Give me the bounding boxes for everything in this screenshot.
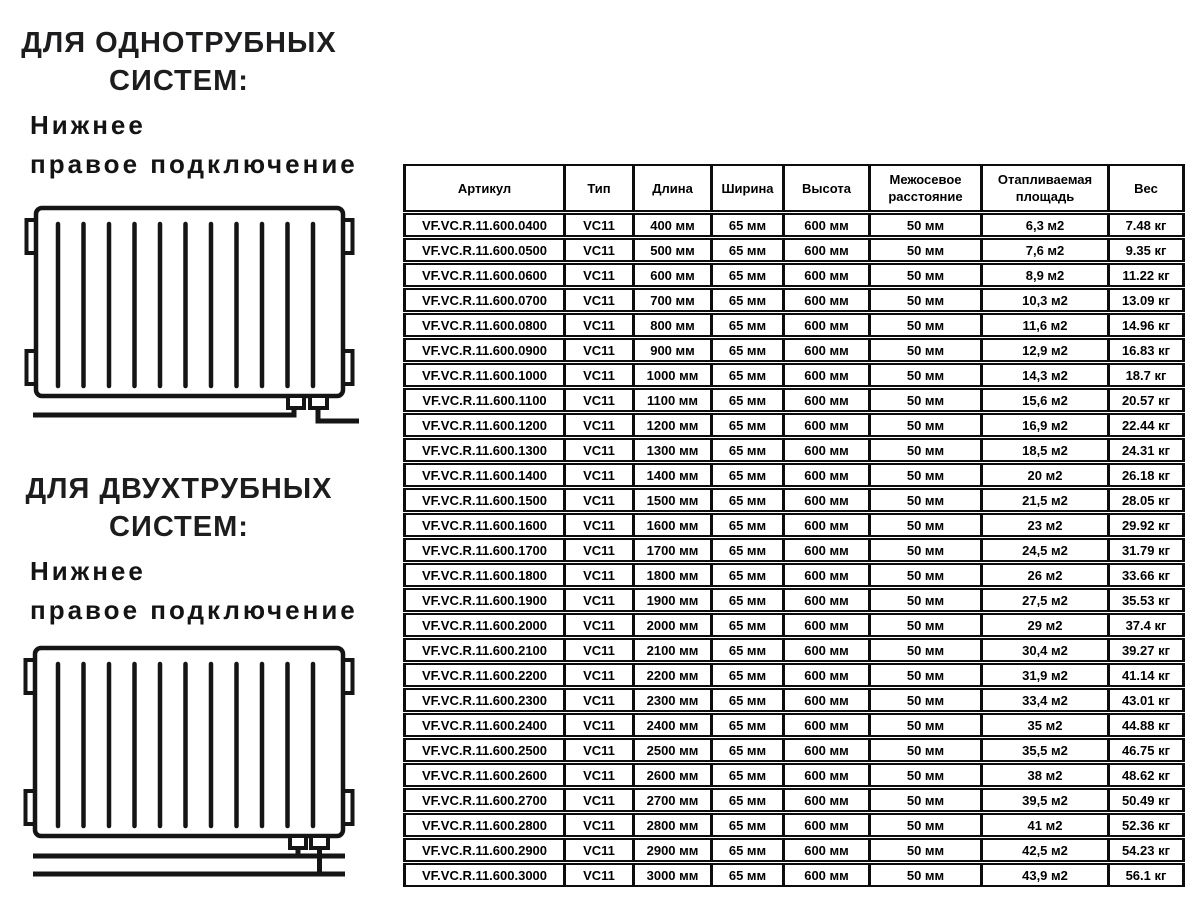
- heading-line-1: ДЛЯ ДВУХТРУБНЫХ: [25, 473, 333, 505]
- table-cell: VF.VC.R.11.600.0800: [403, 313, 563, 337]
- table-cell: 600 мм: [782, 388, 868, 412]
- table-cell: 50 мм: [868, 413, 980, 437]
- table-cell: 50 мм: [868, 313, 980, 337]
- table-cell: 2700 мм: [632, 788, 710, 812]
- table-cell: 31.79 кг: [1107, 538, 1185, 562]
- table-cell: 65 мм: [710, 488, 782, 512]
- column-header: Тип: [563, 164, 632, 212]
- column-header: Вес: [1107, 164, 1185, 212]
- table-cell: 2500 мм: [632, 738, 710, 762]
- table-cell: 50 мм: [868, 688, 980, 712]
- table-cell: VC11: [563, 663, 632, 687]
- table-cell: VF.VC.R.11.600.1900: [403, 588, 563, 612]
- table-cell: 38 м2: [980, 763, 1107, 787]
- table-body: [403, 213, 1185, 887]
- table-cell: VC11: [563, 388, 632, 412]
- table-cell: 14,3 м2: [980, 363, 1107, 387]
- table-cell: 11,6 м2: [980, 313, 1107, 337]
- table-cell: VF.VC.R.11.600.1800: [403, 563, 563, 587]
- heading-line-2: СИСТЕМ:: [109, 511, 249, 543]
- table-cell: 2600 мм: [632, 763, 710, 787]
- table-cell: 600 мм: [782, 363, 868, 387]
- table-cell: VF.VC.R.11.600.2900: [403, 838, 563, 862]
- table-cell: 65 мм: [710, 738, 782, 762]
- table-cell: 50 мм: [868, 338, 980, 362]
- table-cell: 50 мм: [868, 538, 980, 562]
- table-row: [403, 588, 1185, 612]
- table-cell: 65 мм: [710, 288, 782, 312]
- column-header: Высота: [782, 164, 868, 212]
- table-cell: 24.31 кг: [1107, 438, 1185, 462]
- table-row: [403, 763, 1185, 787]
- table-cell: 800 мм: [632, 313, 710, 337]
- table-row: [403, 563, 1185, 587]
- table-cell: VF.VC.R.11.600.2400: [403, 713, 563, 737]
- table-cell: 65 мм: [710, 788, 782, 812]
- table-cell: VF.VC.R.11.600.0400: [403, 213, 563, 237]
- table-cell: 65 мм: [710, 538, 782, 562]
- table-cell: 65 мм: [710, 563, 782, 587]
- table-cell: 35 м2: [980, 713, 1107, 737]
- subheading-connection-two-pipe: [30, 552, 390, 630]
- table-cell: 20.57 кг: [1107, 388, 1185, 412]
- table-cell: VC11: [563, 338, 632, 362]
- table-cell: 65 мм: [710, 613, 782, 637]
- table-cell: 50 мм: [868, 563, 980, 587]
- table-cell: 1900 мм: [632, 588, 710, 612]
- table-cell: 50 мм: [868, 613, 980, 637]
- table-cell: 65 мм: [710, 388, 782, 412]
- table-cell: 24,5 м2: [980, 538, 1107, 562]
- table-cell: 10,3 м2: [980, 288, 1107, 312]
- column-header: Длина: [632, 164, 710, 212]
- table-cell: VC11: [563, 838, 632, 862]
- table-cell: 65 мм: [710, 513, 782, 537]
- table-cell: 1600 мм: [632, 513, 710, 537]
- table-row: [403, 388, 1185, 412]
- table-cell: 600 мм: [782, 613, 868, 637]
- table-cell: 2400 мм: [632, 713, 710, 737]
- table-cell: 600 мм: [782, 838, 868, 862]
- table-cell: 2300 мм: [632, 688, 710, 712]
- table-row: [403, 538, 1185, 562]
- table-cell: 39.27 кг: [1107, 638, 1185, 662]
- table-cell: 31,9 м2: [980, 663, 1107, 687]
- table-cell: 14.96 кг: [1107, 313, 1185, 337]
- column-header: Ширина: [710, 164, 782, 212]
- table-cell: 50 мм: [868, 838, 980, 862]
- table-row: [403, 863, 1185, 887]
- table-cell: 6,3 м2: [980, 213, 1107, 237]
- table-cell: 42,5 м2: [980, 838, 1107, 862]
- table-header-row: [403, 164, 1185, 212]
- table-cell: 2900 мм: [632, 838, 710, 862]
- section-heading-single-pipe: [20, 24, 338, 100]
- table-cell: 50 мм: [868, 238, 980, 262]
- table-cell: VF.VC.R.11.600.2200: [403, 663, 563, 687]
- table-cell: 50 мм: [868, 663, 980, 687]
- table-cell: 1300 мм: [632, 438, 710, 462]
- table-cell: 600 мм: [782, 588, 868, 612]
- table-cell: 43,9 м2: [980, 863, 1107, 887]
- table-cell: 35,5 м2: [980, 738, 1107, 762]
- table-cell: 65 мм: [710, 638, 782, 662]
- table-cell: 600 мм: [782, 688, 868, 712]
- section-heading-two-pipe: [20, 470, 338, 546]
- table-cell: VC11: [563, 213, 632, 237]
- table-cell: VC11: [563, 638, 632, 662]
- table-cell: 65 мм: [710, 363, 782, 387]
- table-cell: 65 мм: [710, 763, 782, 787]
- table-cell: VC11: [563, 688, 632, 712]
- table-row: [403, 513, 1185, 537]
- subheading-line-1: Нижнее: [30, 110, 146, 140]
- table-cell: 65 мм: [710, 663, 782, 687]
- table-cell: 1500 мм: [632, 488, 710, 512]
- table-row: [403, 813, 1185, 837]
- subheading-line-2: правое подключение: [30, 149, 358, 179]
- table-cell: 600 мм: [782, 513, 868, 537]
- table-cell: VC11: [563, 563, 632, 587]
- table-cell: 600 мм: [782, 813, 868, 837]
- table-cell: 9.35 кг: [1107, 238, 1185, 262]
- table-row: [403, 838, 1185, 862]
- table-cell: 1400 мм: [632, 463, 710, 487]
- table-cell: 600 мм: [782, 313, 868, 337]
- table-cell: 2000 мм: [632, 613, 710, 637]
- table-cell: 28.05 кг: [1107, 488, 1185, 512]
- table-cell: 30,4 м2: [980, 638, 1107, 662]
- table-cell: 21,5 м2: [980, 488, 1107, 512]
- table-cell: VF.VC.R.11.600.2500: [403, 738, 563, 762]
- subheading-connection-single-pipe: [30, 106, 390, 184]
- table-cell: 33,4 м2: [980, 688, 1107, 712]
- table-cell: 12,9 м2: [980, 338, 1107, 362]
- table-cell: 600 мм: [782, 788, 868, 812]
- table-cell: 1100 мм: [632, 388, 710, 412]
- table-cell: 33.66 кг: [1107, 563, 1185, 587]
- table-cell: VF.VC.R.11.600.1600: [403, 513, 563, 537]
- table-cell: 50 мм: [868, 288, 980, 312]
- column-header: Межосевое расстояние: [868, 164, 980, 212]
- table-cell: 600 мм: [782, 863, 868, 887]
- table-cell: 20 м2: [980, 463, 1107, 487]
- table-cell: 65 мм: [710, 588, 782, 612]
- table-cell: 65 мм: [710, 688, 782, 712]
- column-header: Отапливаемая площадь: [980, 164, 1107, 212]
- table-cell: VF.VC.R.11.600.1700: [403, 538, 563, 562]
- table-cell: 16.83 кг: [1107, 338, 1185, 362]
- table-row: [403, 488, 1185, 512]
- table-row: [403, 288, 1185, 312]
- table-cell: VC11: [563, 788, 632, 812]
- table-cell: VC11: [563, 588, 632, 612]
- table-cell: 600 мм: [782, 488, 868, 512]
- table-cell: 29.92 кг: [1107, 513, 1185, 537]
- table-cell: 50 мм: [868, 363, 980, 387]
- table-cell: 50 мм: [868, 788, 980, 812]
- table-cell: 56.1 кг: [1107, 863, 1185, 887]
- table-row: [403, 438, 1185, 462]
- table-row: [403, 638, 1185, 662]
- table-cell: 50 мм: [868, 388, 980, 412]
- table-cell: 65 мм: [710, 813, 782, 837]
- table-row: [403, 713, 1185, 737]
- table-cell: 600 мм: [782, 763, 868, 787]
- table-cell: VF.VC.R.11.600.1500: [403, 488, 563, 512]
- table-cell: 41.14 кг: [1107, 663, 1185, 687]
- table-cell: VF.VC.R.11.600.2000: [403, 613, 563, 637]
- table-cell: 7.48 кг: [1107, 213, 1185, 237]
- table-cell: 600 мм: [782, 563, 868, 587]
- table-cell: 16,9 м2: [980, 413, 1107, 437]
- table-cell: 22.44 кг: [1107, 413, 1185, 437]
- table-cell: 65 мм: [710, 713, 782, 737]
- table-cell: 50 мм: [868, 263, 980, 287]
- table-cell: 11.22 кг: [1107, 263, 1185, 287]
- table-cell: 600 мм: [782, 738, 868, 762]
- table-cell: VF.VC.R.11.600.1400: [403, 463, 563, 487]
- table-row: [403, 463, 1185, 487]
- table-cell: VC11: [563, 513, 632, 537]
- table-cell: 600 мм: [782, 638, 868, 662]
- table-cell: 50 мм: [868, 438, 980, 462]
- table-cell: VC11: [563, 288, 632, 312]
- table-cell: 65 мм: [710, 238, 782, 262]
- table-cell: 50 мм: [868, 863, 980, 887]
- table-cell: VF.VC.R.11.600.2100: [403, 638, 563, 662]
- table-cell: 7,6 м2: [980, 238, 1107, 262]
- table-cell: VC11: [563, 713, 632, 737]
- table-cell: 2200 мм: [632, 663, 710, 687]
- table-cell: 600 мм: [782, 438, 868, 462]
- table-cell: 37.4 кг: [1107, 613, 1185, 637]
- table-cell: 500 мм: [632, 238, 710, 262]
- table-cell: VF.VC.R.11.600.2800: [403, 813, 563, 837]
- table-cell: 1700 мм: [632, 538, 710, 562]
- table-cell: 39,5 м2: [980, 788, 1107, 812]
- table-cell: 48.62 кг: [1107, 763, 1185, 787]
- table-cell: 43.01 кг: [1107, 688, 1185, 712]
- table-cell: VC11: [563, 613, 632, 637]
- table-cell: VF.VC.R.11.600.0700: [403, 288, 563, 312]
- column-header: Артикул: [403, 164, 563, 212]
- table-cell: 50 мм: [868, 588, 980, 612]
- table-cell: 600 мм: [632, 263, 710, 287]
- table-row: [403, 788, 1185, 812]
- table-cell: VC11: [563, 413, 632, 437]
- table-cell: VF.VC.R.11.600.3000: [403, 863, 563, 887]
- table-cell: 600 мм: [782, 538, 868, 562]
- table-cell: 600 мм: [782, 238, 868, 262]
- table-cell: 600 мм: [782, 463, 868, 487]
- table-row: [403, 363, 1185, 387]
- table-cell: 35.53 кг: [1107, 588, 1185, 612]
- table-cell: 27,5 м2: [980, 588, 1107, 612]
- table-cell: 1200 мм: [632, 413, 710, 437]
- table-cell: 600 мм: [782, 213, 868, 237]
- table-cell: VF.VC.R.11.600.2600: [403, 763, 563, 787]
- table-cell: VC11: [563, 238, 632, 262]
- table-cell: 18,5 м2: [980, 438, 1107, 462]
- table-cell: 13.09 кг: [1107, 288, 1185, 312]
- table-cell: VC11: [563, 863, 632, 887]
- table-row: [403, 738, 1185, 762]
- table-cell: VF.VC.R.11.600.1100: [403, 388, 563, 412]
- table-cell: VF.VC.R.11.600.2700: [403, 788, 563, 812]
- table-row: [403, 213, 1185, 237]
- table-cell: 400 мм: [632, 213, 710, 237]
- radiator-single-pipe-diagram-icon: [22, 203, 366, 427]
- table-cell: 65 мм: [710, 463, 782, 487]
- table-cell: 2800 мм: [632, 813, 710, 837]
- table-cell: 52.36 кг: [1107, 813, 1185, 837]
- table-row: [403, 613, 1185, 637]
- table-cell: VC11: [563, 488, 632, 512]
- table-cell: VC11: [563, 263, 632, 287]
- table-cell: 23 м2: [980, 513, 1107, 537]
- table-cell: 65 мм: [710, 838, 782, 862]
- table-cell: 50.49 кг: [1107, 788, 1185, 812]
- table-cell: VF.VC.R.11.600.0900: [403, 338, 563, 362]
- table-row: [403, 313, 1185, 337]
- table-cell: 50 мм: [868, 513, 980, 537]
- table-cell: 65 мм: [710, 213, 782, 237]
- table-cell: VC11: [563, 538, 632, 562]
- subheading-line-1: Нижнее: [30, 556, 146, 586]
- table-cell: 700 мм: [632, 288, 710, 312]
- table-cell: 50 мм: [868, 738, 980, 762]
- table-cell: 50 мм: [868, 813, 980, 837]
- table-cell: 65 мм: [710, 338, 782, 362]
- table-cell: VF.VC.R.11.600.1300: [403, 438, 563, 462]
- table-cell: 600 мм: [782, 713, 868, 737]
- table-cell: 900 мм: [632, 338, 710, 362]
- table-row: [403, 688, 1185, 712]
- table-cell: 65 мм: [710, 863, 782, 887]
- table-cell: VF.VC.R.11.600.1000: [403, 363, 563, 387]
- heading-line-1: ДЛЯ ОДНОТРУБНЫХ: [21, 27, 337, 59]
- table-cell: 8,9 м2: [980, 263, 1107, 287]
- table-row: [403, 663, 1185, 687]
- table-cell: 50 мм: [868, 763, 980, 787]
- table-cell: 54.23 кг: [1107, 838, 1185, 862]
- table-cell: 1800 мм: [632, 563, 710, 587]
- table-cell: 2100 мм: [632, 638, 710, 662]
- table-cell: 15,6 м2: [980, 388, 1107, 412]
- table-cell: VF.VC.R.11.600.0500: [403, 238, 563, 262]
- table-cell: VC11: [563, 463, 632, 487]
- table-cell: 29 м2: [980, 613, 1107, 637]
- table-cell: 50 мм: [868, 488, 980, 512]
- table-cell: 600 мм: [782, 338, 868, 362]
- table-cell: 65 мм: [710, 413, 782, 437]
- subheading-line-2: правое подключение: [30, 595, 358, 625]
- table-cell: VC11: [563, 313, 632, 337]
- table-cell: 44.88 кг: [1107, 713, 1185, 737]
- table-cell: VF.VC.R.11.600.2300: [403, 688, 563, 712]
- table-cell: 65 мм: [710, 438, 782, 462]
- table-cell: 26 м2: [980, 563, 1107, 587]
- table-cell: 18.7 кг: [1107, 363, 1185, 387]
- table-cell: 50 мм: [868, 213, 980, 237]
- table-row: [403, 263, 1185, 287]
- table-cell: VC11: [563, 813, 632, 837]
- radiator-two-pipe-diagram-icon: [22, 644, 366, 880]
- heading-line-2: СИСТЕМ:: [109, 65, 249, 97]
- table-row: [403, 338, 1185, 362]
- table-cell: 46.75 кг: [1107, 738, 1185, 762]
- table-cell: VC11: [563, 763, 632, 787]
- table-cell: VC11: [563, 363, 632, 387]
- table-cell: VF.VC.R.11.600.0600: [403, 263, 563, 287]
- radiator-spec-table: [403, 163, 1185, 888]
- table-cell: 1000 мм: [632, 363, 710, 387]
- table-cell: 600 мм: [782, 413, 868, 437]
- table-cell: VF.VC.R.11.600.1200: [403, 413, 563, 437]
- table-cell: 600 мм: [782, 263, 868, 287]
- table-row: [403, 413, 1185, 437]
- table-cell: 600 мм: [782, 663, 868, 687]
- table-cell: 65 мм: [710, 263, 782, 287]
- table-cell: 50 мм: [868, 713, 980, 737]
- table-cell: VC11: [563, 438, 632, 462]
- table-cell: 600 мм: [782, 288, 868, 312]
- table-cell: 41 м2: [980, 813, 1107, 837]
- table-cell: 50 мм: [868, 638, 980, 662]
- table-cell: 65 мм: [710, 313, 782, 337]
- table-cell: VC11: [563, 738, 632, 762]
- table-cell: 3000 мм: [632, 863, 710, 887]
- table-cell: 26.18 кг: [1107, 463, 1185, 487]
- table-cell: 50 мм: [868, 463, 980, 487]
- table-row: [403, 238, 1185, 262]
